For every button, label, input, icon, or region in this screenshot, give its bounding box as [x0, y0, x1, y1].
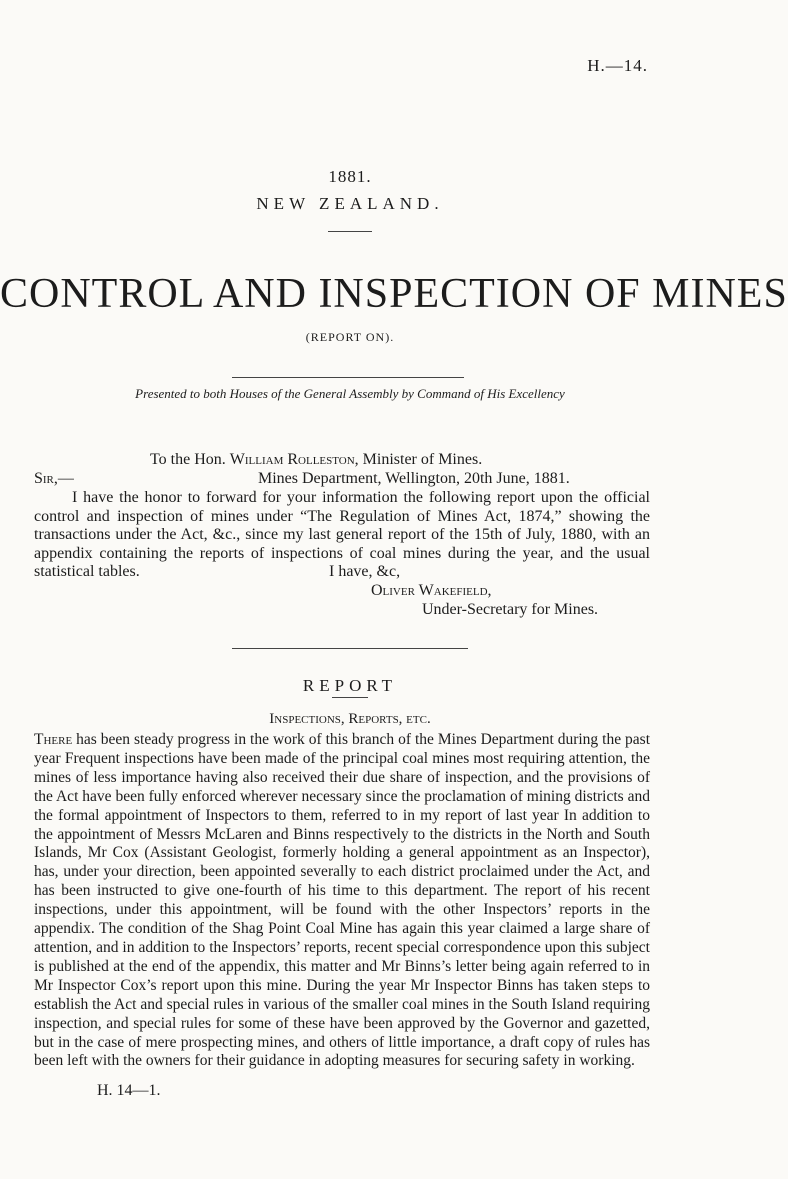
year: 1881.	[328, 167, 372, 186]
letter-body: I have the honor to forward for your information the following report upon the official control and inspection of mines under “The Regulation of Mines Act, 1874,” showing the transactions under the Act, &c., since my last general report of the 15th of July, 1880, with an appendix containing the reports of inspections of coal mines during the year, and the usual statistical tables.	[34, 489, 650, 580]
paragraph-text: has been steady progress in the work of this branch of the Mines Department during the past year Frequent inspections have been made of the principal coal mines most requiring attention, the mines of less importance having also received their due share of inspection, and the provisions of the Act have been fully enforced wherever necessary since the proclamation of mining districts and the formal appointment of Inspectors to them, referred to in my report of last year In addition to the appointment of Messrs McLaren and Binns respectively to the districts in the North and South Islands, Mr Cox (Assistant Geologist, formerly holding a general appointment as an Inspector), has, under your direction, been appointed severally to each district proclaimed under the Act, and has been instructed to give one-fourth of his time to this department. The report of his recent inspections, under this appointment, will be found with the other Inspectors’ reports in the appendix. The condition of the Shag Point Coal Mine has again this year claimed a large share of attention, and in addition to the Inspectors’ reports, recent special correspondence upon this subject is published at the end of the appendix, this matter and Mr Binns’s letter being again referred to in Mr Inspector Cox’s report upon this mine. During the year Mr Inspector Binns has taken steps to establish the Act and special rules in various of the smaller coal mines in the South Island requiring inspection, and special rules for some of these have been approved by the Governor and gazetted, but in the case of mere prospecting mines, and others of little importance, a draft copy of rules has been left with the owners for their guidance in adopting measures for securing safety in working.	[34, 731, 651, 1070]
signatory-title: Under-Secretary for Mines.	[422, 601, 599, 618]
lead-word: There	[34, 731, 73, 748]
signatory: Oliver Wakefield,	[371, 582, 492, 599]
addressee-suffix: , Minister of Mines.	[354, 451, 483, 468]
addressee-prefix: To the Hon.	[150, 451, 226, 468]
report-heading: REPORT	[302, 676, 398, 695]
document-reference: H.—14.	[587, 56, 648, 75]
report-paragraph	[34, 731, 650, 1071]
page-title: CONTROL AND INSPECTION OF MINES	[0, 271, 788, 317]
signature-mark: H. 14—1.	[97, 1082, 161, 1099]
presented-line: Presented to both Houses of the General Assembly by Command of His Excellency	[135, 386, 565, 401]
section-divider	[232, 648, 468, 649]
country: NEW ZEALAND.	[256, 194, 444, 213]
report-subheading: Inspections, Reports, etc.	[269, 711, 431, 727]
place-date: Mines Department, Wellington, 20th June, 1881.	[258, 470, 570, 487]
letter-addressee	[150, 451, 482, 470]
page-subtitle: (REPORT ON).	[305, 330, 395, 344]
salutation: Sir,—	[34, 470, 74, 487]
divider	[232, 377, 464, 378]
addressee-name: William Rolleston	[229, 451, 355, 468]
letter-closing: I have, &c,	[329, 563, 401, 580]
heading-divider	[332, 697, 368, 698]
short-divider	[328, 231, 372, 232]
